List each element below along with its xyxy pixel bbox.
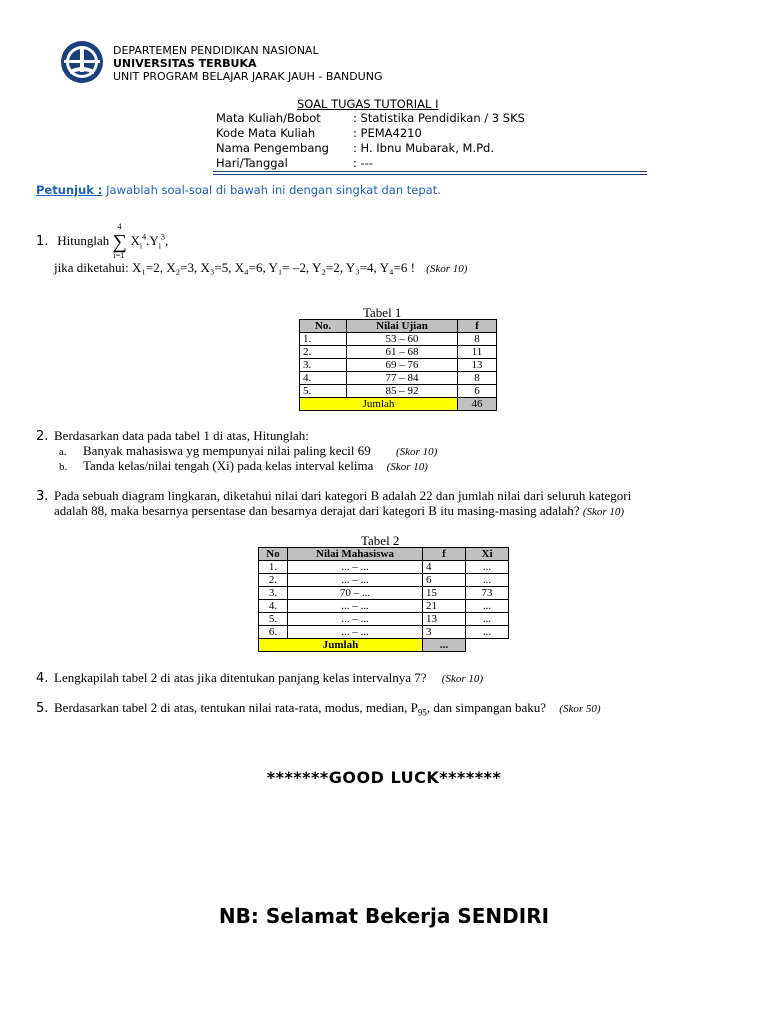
question-5	[36, 700, 601, 718]
table-header-cell: No.	[300, 320, 347, 333]
table-row	[300, 333, 497, 346]
table-cell: 11	[458, 346, 497, 359]
table-cell: 8	[458, 372, 497, 385]
document-title: SOAL TUGAS TUTORIAL I	[297, 97, 439, 111]
table-cell: 3.	[300, 359, 347, 372]
closing-note: NB: Selamat Bekerja SENDIRI	[218, 904, 550, 928]
meta-key: Hari/Tanggal	[216, 156, 288, 170]
sub-text: Tanda kelas/nilai tengah (Xi) pada kelas interval kelima	[83, 458, 374, 473]
meta-row	[216, 111, 525, 126]
sigma-upper-limit: 4	[117, 222, 122, 231]
sigma-symbol: ∑	[112, 231, 127, 253]
meta-row	[216, 141, 525, 156]
meta-key: Nama Pengembang	[216, 141, 329, 155]
score-label: (Skor 10)	[396, 446, 438, 458]
question-4	[36, 670, 483, 686]
table-row	[259, 587, 509, 600]
table-cell: 4.	[300, 372, 347, 385]
table-cell: ... – ...	[288, 600, 423, 613]
table-cell: 4.	[259, 600, 288, 613]
table-header-cell: Xi	[466, 548, 509, 561]
table-row	[300, 372, 497, 385]
given-values: jika diketahui: X₁=2, X₂=3, X₃=5, X₄=6, Y₁= –2, Y₂=2, Y₃=4, Y₄=6 !	[54, 260, 415, 275]
meta-value: : ---	[353, 156, 373, 170]
total-label: Jumlah	[259, 639, 423, 652]
table-cell: ... – ...	[288, 561, 423, 574]
table-header-cell: Nilai Ujian	[347, 320, 458, 333]
instructions	[36, 183, 441, 197]
table-cell: 77 – 84	[347, 372, 458, 385]
question-2a	[59, 443, 437, 459]
table-cell: 5.	[259, 613, 288, 626]
table-cell: 85 – 92	[347, 385, 458, 398]
total-label: Jumlah	[300, 398, 458, 411]
table-row	[300, 346, 497, 359]
header-divider	[213, 174, 647, 175]
question-3-cont	[54, 503, 624, 519]
score-label: (Skor 10)	[582, 506, 625, 518]
table-2-caption: Tabel 2	[361, 533, 400, 548]
table-cell: 3	[423, 626, 466, 639]
question-1	[36, 222, 169, 260]
question-text: Berdasarkan tabel 2 di atas, tentukan nilai rata-rata, modus, median, P	[54, 700, 418, 715]
question-number: 1.	[36, 233, 49, 249]
summation-expression: $X_i^4.Y_i^3$	[130, 232, 165, 251]
question-number: 3.	[36, 489, 49, 504]
table-cell: 4	[423, 561, 466, 574]
table-cell: 2.	[259, 574, 288, 587]
expression-tail: ,	[165, 232, 169, 248]
table-2	[258, 547, 509, 652]
question-2b	[59, 458, 428, 474]
table-cell: 13	[458, 359, 497, 372]
table-cell: ... – ...	[288, 574, 423, 587]
question-1-given	[54, 260, 467, 276]
institution-header	[113, 44, 382, 83]
table-cell: 6	[458, 385, 497, 398]
empty-cell	[466, 639, 509, 652]
total-value: ...	[423, 639, 466, 652]
table-cell: ...	[466, 574, 509, 587]
table-row	[259, 613, 509, 626]
score-label: (Skor 50)	[559, 703, 601, 715]
university-logo-icon	[60, 40, 104, 84]
unit-name: UNIT PROGRAM BELAJAR JARAK JAUH - BANDUNG	[113, 70, 383, 83]
table-cell: 1.	[259, 561, 288, 574]
question-number: 2.	[36, 429, 49, 444]
good-luck-banner: *******GOOD LUCK*******	[266, 768, 502, 787]
table-cell: ...	[466, 561, 509, 574]
table-row	[259, 574, 509, 587]
table-header-cell: No	[259, 548, 288, 561]
university-name: UNIVERSITAS TERBUKA	[113, 57, 257, 70]
course-meta	[216, 111, 525, 171]
total-value: 46	[458, 398, 497, 411]
table-header-row	[300, 320, 497, 333]
table-cell: 73	[466, 587, 509, 600]
sigma-lower-limit: i=1	[113, 251, 125, 260]
header-divider	[213, 171, 647, 172]
table-cell: ... – ...	[288, 626, 423, 639]
table-cell: 2.	[300, 346, 347, 359]
sigma-icon	[112, 222, 131, 260]
table-cell: 21	[423, 600, 466, 613]
table-1	[299, 319, 497, 411]
score-label: (Skor 10)	[441, 673, 484, 685]
sub-letter: a.	[59, 446, 67, 458]
percentile-subscript: 95	[417, 707, 427, 718]
table-total-row	[259, 639, 509, 652]
table-row	[300, 385, 497, 398]
table-1-caption: Tabel 1	[363, 305, 402, 320]
question-text: adalah 88, maka besarnya persentase dan besarnya derajat dari kategori B itu masing-masing adalah?	[54, 503, 580, 518]
department-name: DEPARTEMEN PENDIDIKAN NASIONAL	[113, 44, 319, 57]
table-cell: 8	[458, 333, 497, 346]
table-cell: 15	[423, 587, 466, 600]
table-header-row	[259, 548, 509, 561]
meta-key: Mata Kuliah/Bobot	[216, 111, 321, 125]
table-header-cell: f	[423, 548, 466, 561]
table-cell: 6.	[259, 626, 288, 639]
table-row	[300, 359, 497, 372]
meta-value: : PEMA4210	[353, 126, 422, 140]
table-cell: 53 – 60	[347, 333, 458, 346]
question-2	[36, 428, 309, 444]
table-cell: 69 – 76	[347, 359, 458, 372]
table-header-cell: f	[458, 320, 497, 333]
table-cell: 1.	[300, 333, 347, 346]
question-number: 4.	[36, 671, 49, 686]
table-total-row	[300, 398, 497, 411]
meta-value: : Statistika Pendidikan / 3 SKS	[353, 111, 525, 125]
table-cell: ...	[466, 600, 509, 613]
table-cell: ...	[466, 613, 509, 626]
table-cell: ... – ...	[288, 613, 423, 626]
meta-row	[216, 126, 525, 141]
question-text: Pada sebuah diagram lingkaran, diketahui nilai dari kategori B adalah 22 dan jumlah nilai dari seluruh kategori	[54, 488, 632, 503]
instructions-text: Jawablah soal-soal di bawah ini dengan singkat dan tepat.	[102, 183, 441, 197]
score-label: (Skor 10)	[386, 461, 428, 473]
meta-key: Kode Mata Kuliah	[216, 126, 316, 140]
table-cell: 3.	[259, 587, 288, 600]
question-3	[36, 488, 631, 504]
score-label: (Skor 10)	[426, 263, 468, 275]
question-text: Lengkapilah tabel 2 di atas jika ditentukan panjang kelas intervalnya 7?	[54, 670, 427, 685]
sub-letter: b.	[59, 461, 68, 473]
question-text: , dan simpangan baku?	[426, 700, 547, 715]
table-cell: 5.	[300, 385, 347, 398]
instructions-label: Petunjuk :	[36, 183, 103, 197]
meta-row	[216, 156, 525, 171]
question-number: 5.	[36, 701, 49, 716]
table-row	[259, 626, 509, 639]
table-cell: 6	[423, 574, 466, 587]
question-text: Berdasarkan data pada tabel 1 di atas, Hitunglah:	[54, 428, 309, 443]
table-cell: 70 – ...	[288, 587, 423, 600]
table-header-cell: Nilai Mahasiswa	[288, 548, 423, 561]
table-row	[259, 600, 509, 613]
table-cell: 61 – 68	[347, 346, 458, 359]
question-lead: Hitunglah	[57, 232, 110, 248]
table-cell: 13	[423, 613, 466, 626]
table-cell: ...	[466, 626, 509, 639]
meta-value: : H. Ibnu Mubarak, M.Pd.	[353, 141, 494, 155]
table-row	[259, 561, 509, 574]
sub-text: Banyak mahasiswa yg mempunyai nilai paling kecil 69	[83, 443, 371, 458]
